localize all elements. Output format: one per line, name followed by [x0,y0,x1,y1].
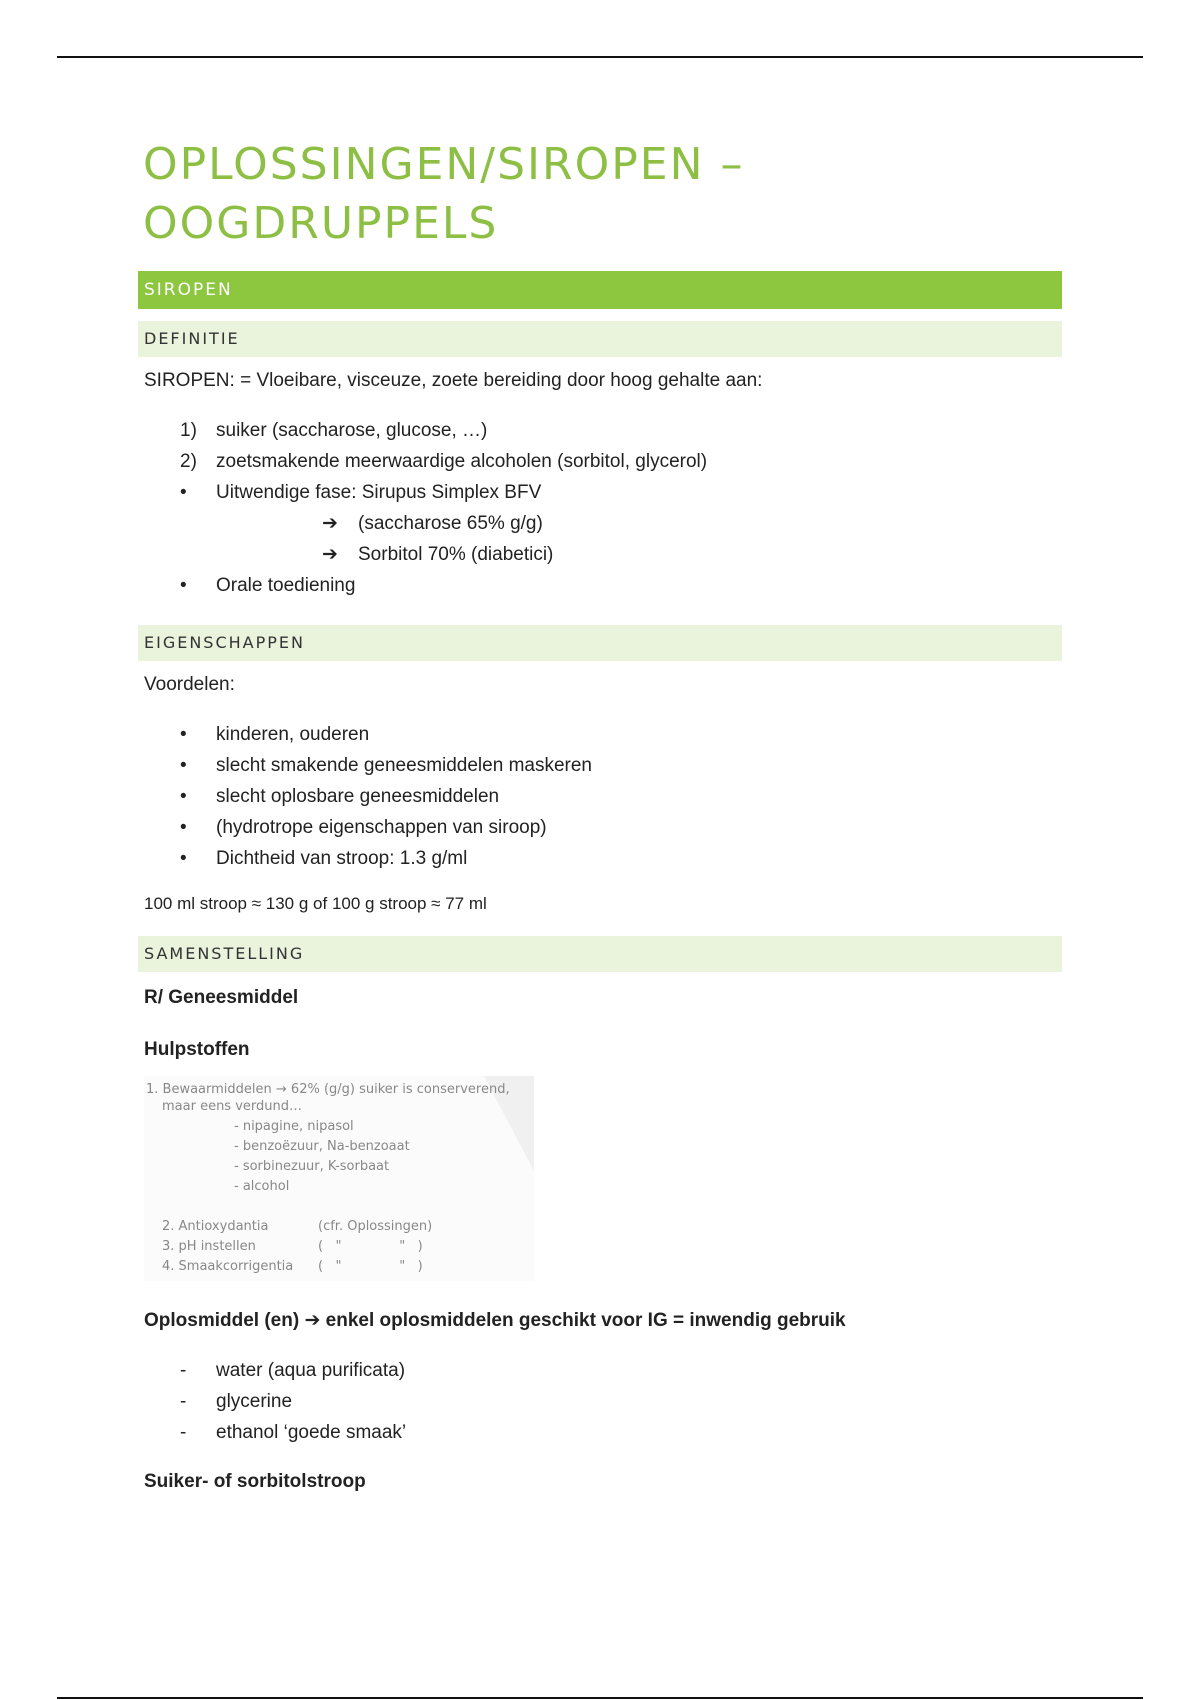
top-rule [57,56,1143,58]
scan-line: (cfr. Oplossingen) [318,1219,433,1234]
scan-line: 1. Bewaarmiddelen → 62% (g/g) suiker is conserverend, [146,1082,510,1097]
bullet-icon: • [180,817,187,838]
list-item-text: ethanol ‘goede smaak’ [216,1422,407,1443]
hulpstoffen-scan-image [144,1076,534,1281]
list-item-text: zoetsmakende meerwaardige alcoholen (sorbitol, glycerol) [216,451,708,472]
list-item [138,1386,1062,1417]
voordelen-list [138,719,1062,874]
list-item [138,781,1062,812]
oplosmiddel-heading: Oplosmiddel (en) ➔ enkel oplosmiddelen geschikt voor IG = inwendig gebruik [144,1310,846,1331]
list-item [138,843,1062,874]
subheading-definitie: DEFINITIE [138,321,1062,357]
title-line-2: OOGDRUPPELS [143,198,499,249]
density-note: 100 ml stroop ≈ 130 g of 100 g stroop ≈ 77 ml [144,894,487,913]
scan-line: 2. Antioxydantia [162,1219,269,1234]
section-heading-siropen: SIROPEN [138,271,1062,309]
bullet-icon: • [180,786,187,807]
arrow-right-icon: ➔ [322,513,338,534]
list-item [138,1355,1062,1386]
list-item [138,539,1062,570]
definitie-text: SIROPEN: = Vloeibare, visceuze, zoete bereiding door hoog gehalte aan: [144,370,763,391]
definitie-list [138,415,1062,601]
list-item [138,477,1062,508]
list-marker: 1) [180,420,197,441]
list-item-text: slecht oplosbare geneesmiddelen [216,786,500,807]
list-item [138,1417,1062,1448]
document-title [143,135,1062,253]
list-item [138,415,1062,446]
scan-line: - sorbinezuur, K-sorbaat [234,1159,390,1174]
document-body [138,135,1062,1494]
scan-line: 4. Smaakcorrigentia [162,1259,294,1274]
list-item-text: (hydrotrope eigenschappen van siroop) [216,817,547,838]
bullet-icon: • [180,575,187,596]
bottom-rule [57,1697,1143,1699]
list-item-text: Orale toediening [216,575,356,596]
list-marker: 2) [180,451,197,472]
list-item-text: suiker (saccharose, glucose, …) [216,420,488,441]
voordelen-label: Voordelen: [144,674,235,695]
suiker-heading: Suiker- of sorbitolstroop [144,1471,366,1492]
list-item-text: glycerine [216,1391,293,1412]
hulpstoffen-heading: Hulpstoffen [144,1039,250,1060]
dash-icon: - [180,1422,187,1443]
bullet-icon: • [180,724,187,745]
list-item [138,570,1062,601]
list-item-text: Uitwendige fase: Sirupus Simplex BFV [216,482,542,503]
list-item-text: slecht smakende geneesmiddelen maskeren [216,755,592,776]
oplosmiddel-list [138,1355,1062,1448]
list-item-text: water (aqua purificata) [216,1360,406,1381]
list-item [138,446,1062,477]
list-item-text: (saccharose 65% g/g) [358,513,543,534]
scan-line: - benzoëzuur, Na-benzoaat [234,1139,410,1154]
list-item [138,719,1062,750]
bullet-icon: • [180,848,187,869]
bullet-icon: • [180,482,187,503]
scan-line: - nipagine, nipasol [234,1119,354,1134]
list-item [138,750,1062,781]
subheading-eigenschappen: EIGENSCHAPPEN [138,625,1062,661]
title-line-1: OPLOSSINGEN/SIROPEN – [143,139,745,190]
bullet-icon: • [180,755,187,776]
dash-icon: - [180,1391,187,1412]
scan-line: maar eens verdund… [162,1099,303,1114]
arrow-right-icon: ➔ [322,544,338,565]
list-item [138,812,1062,843]
scan-line: - alcohol [234,1179,290,1194]
rx-geneesmiddel: R/ Geneesmiddel [144,987,299,1008]
scan-line: 3. pH instellen [162,1239,256,1254]
scan-line: ( " " ) [318,1239,423,1254]
subheading-samenstelling: SAMENSTELLING [138,936,1062,972]
list-item [138,508,1062,539]
dash-icon: - [180,1360,187,1381]
list-item-text: kinderen, ouderen [216,724,370,745]
list-item-text: Dichtheid van stroop: 1.3 g/ml [216,848,468,869]
scan-line: ( " " ) [318,1259,423,1274]
list-item-text: Sorbitol 70% (diabetici) [358,544,554,565]
